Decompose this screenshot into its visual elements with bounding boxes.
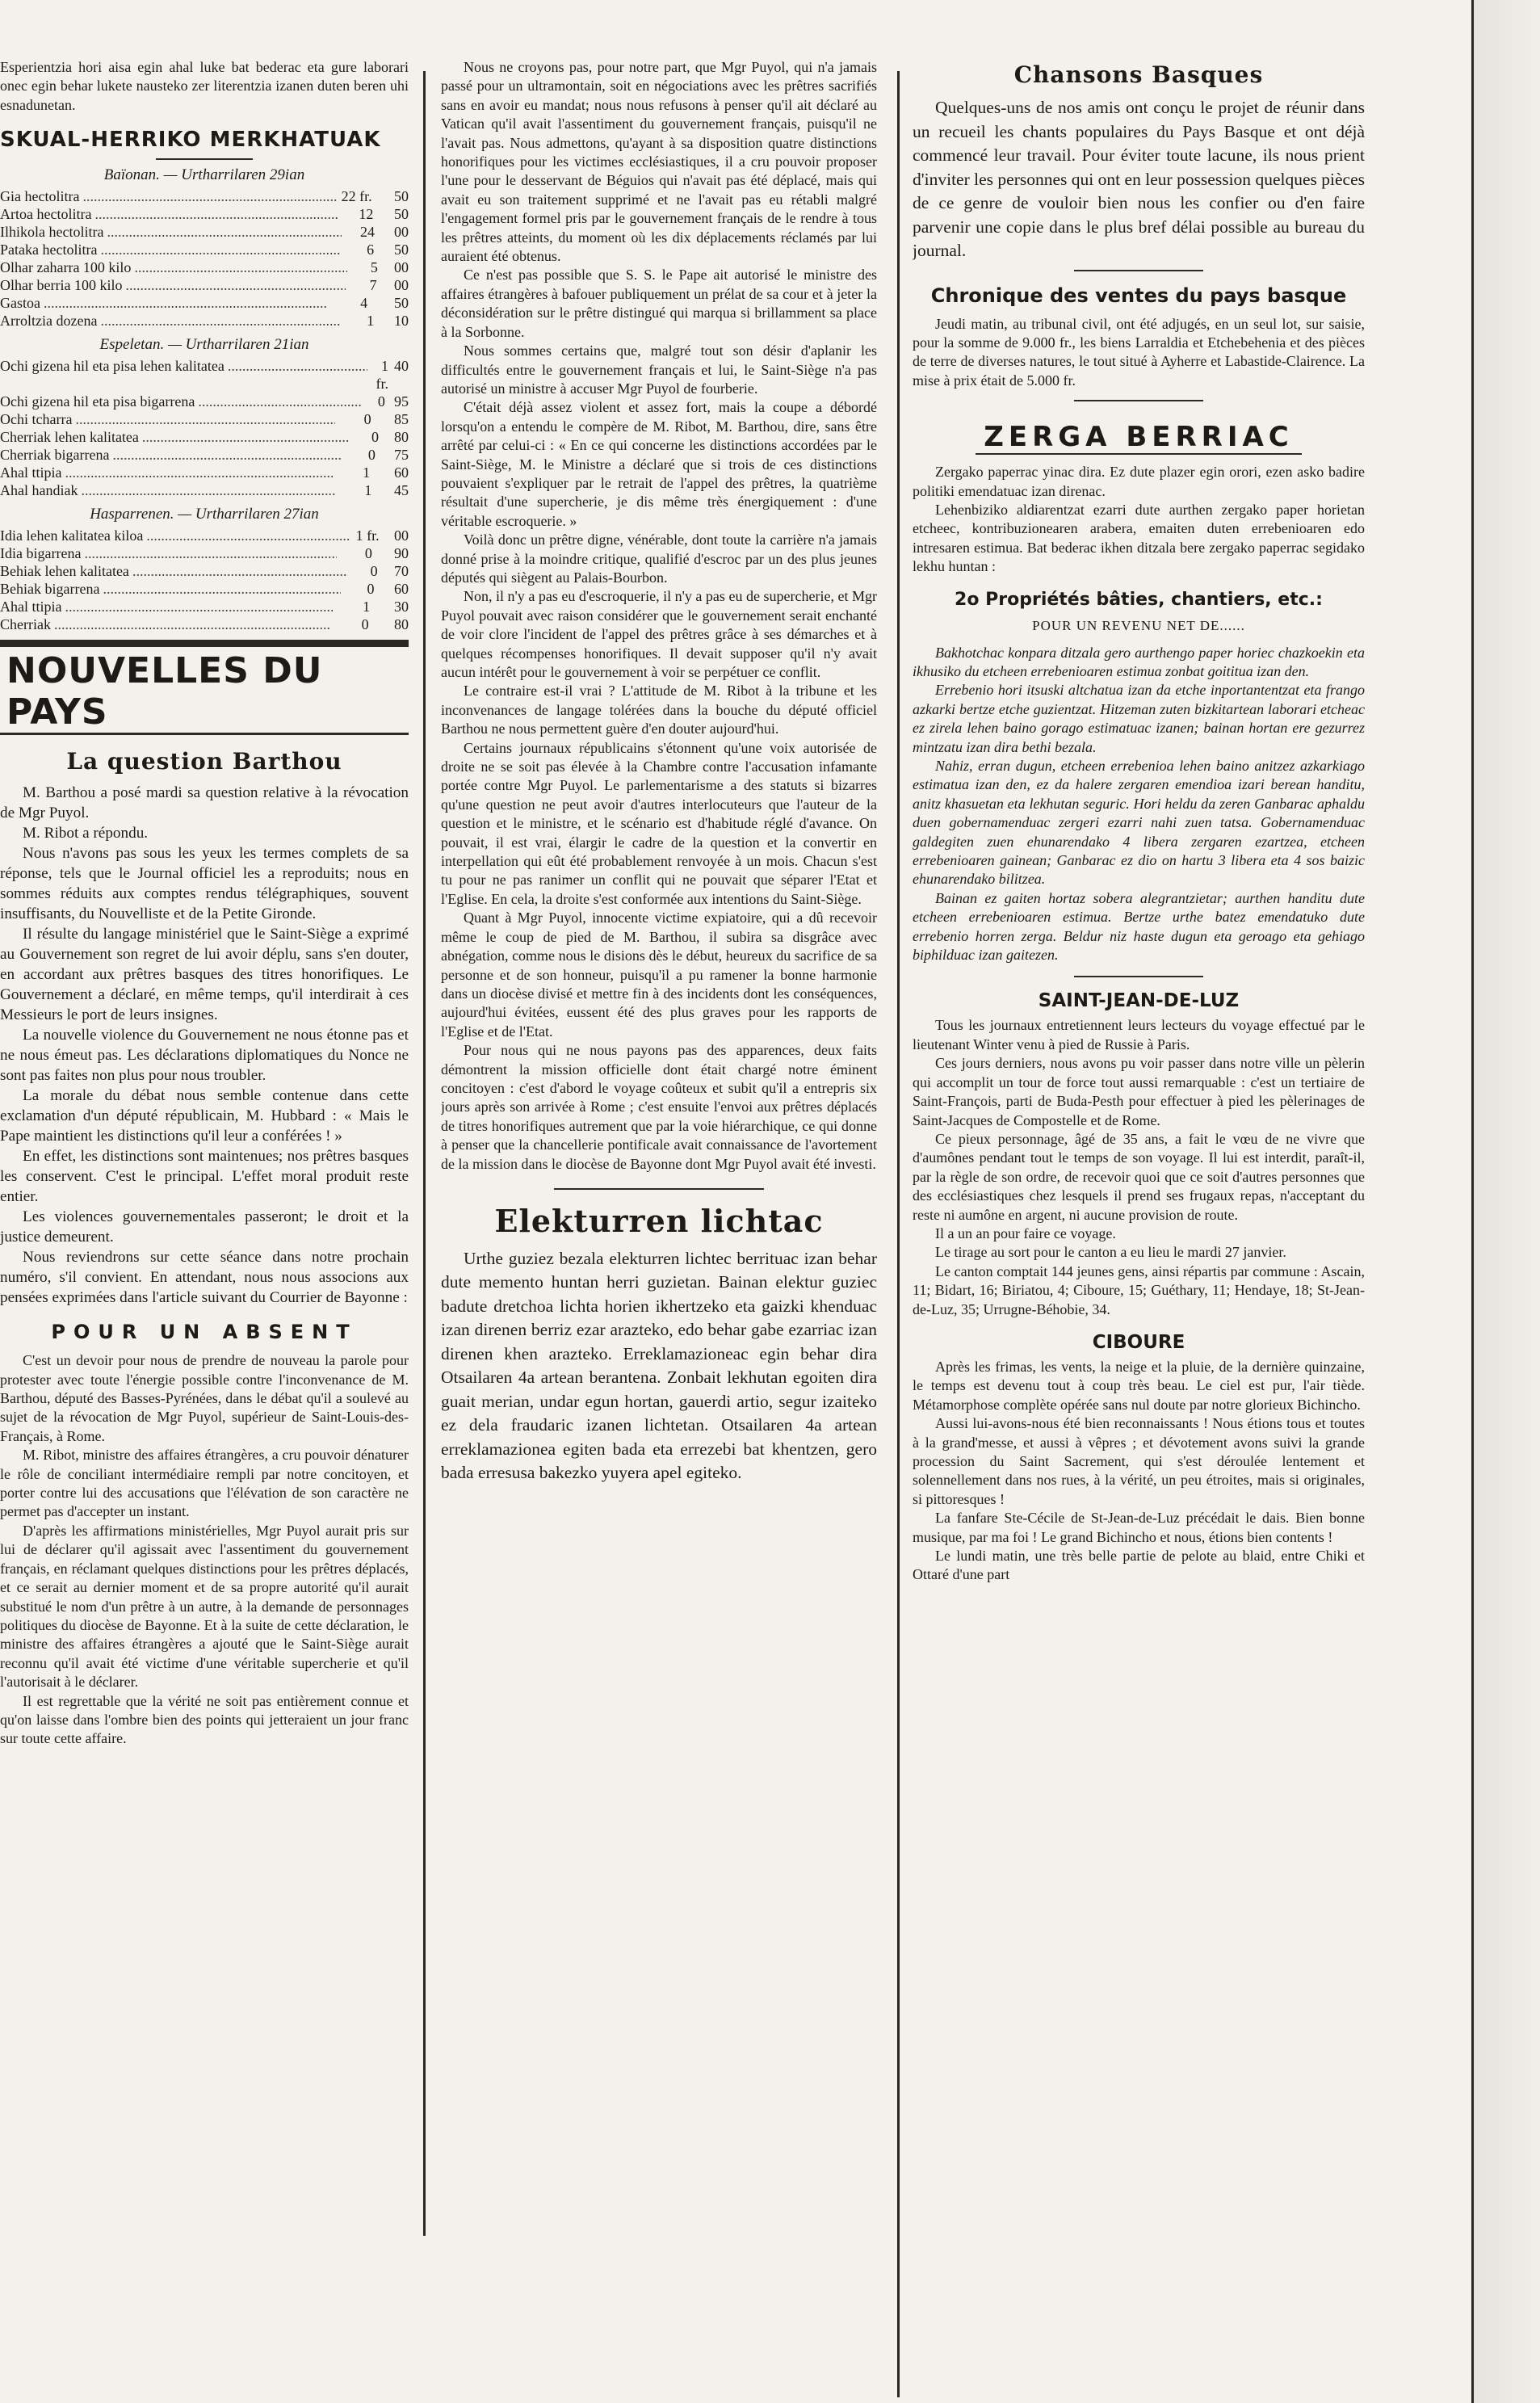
market-price-units: 0: [371, 429, 379, 446]
divider: [554, 1188, 764, 1190]
market-item-label: Cherriak bigarrena: [0, 447, 110, 464]
market-price-cents: 45: [394, 482, 409, 499]
market-item-label: Olhar berria 100 kilo: [0, 277, 123, 294]
paragraph: Il a un an pour faire ce voyage.: [935, 1225, 1116, 1241]
market-price-cents: 90: [394, 545, 409, 562]
paragraph: Nous sommes certains que, malgré tout son désir d'aplanir les difficultés entre le gouvernement français et lui, le Saint-Siège n'a pas autorisé un ministre à accuser Mgr Puyol de fourberie.: [441, 342, 877, 397]
market-price-cents: 80: [394, 616, 409, 633]
market-price-units: 0: [361, 616, 369, 633]
paragraph: Le canton comptait 144 jeunes gens, ainsi répartis par commune : Ascain, 11; Bidart, 16; Biriatou, 4; Ciboure, 15; Guéthary, 11; Hendaye, 18; St-Jean-de-Luz, 35; Urrugne-Béhobie, 34.: [913, 1262, 1365, 1317]
zerga-article: [913, 463, 1365, 576]
market-price-units: 12: [359, 206, 374, 223]
market-row: [0, 410, 409, 428]
market-item-label: Artoa hectolitra: [0, 206, 92, 223]
paragraph: Pour nous qui ne nous payons pas des apparences, deux faits démontrent la mission officielle dont était chargé notre éminent concitoyen : c'est d'abord le voyage coûteux et subit qu'il a entrepris six jours après son arrivée à Rome ; c'est ensuite l'envoi aux prêtres déplacés de titres honorifiques autrement que par la voie hiérarchique, ce qui donne à penser que la chancellerie pontificale avait connaissance de l'avortement de la mission dans le diocèse de Bayonne dont Mgr Puyol avait été investi.: [441, 1042, 877, 1172]
paragraph: Errebenio hori itsuski altchatua izan da etche inportantentzat eta frango azkarki bertze etche guzientzat. Hitzeman zuten bizkitartean laborari etcheac ez zirela lehen baino gorago estimatuac izanen; bainan hortan ere gezurrez mintzatu izan dira bethi bezala.: [913, 682, 1365, 755]
market-price-units: 1: [364, 482, 372, 499]
market-item-label: Ahal handiak: [0, 482, 78, 499]
market-title: SKUAL-HERRIKO MERKHATUAK: [0, 128, 381, 153]
column-rule-1: [423, 71, 426, 2236]
market-price-units: 0: [370, 563, 378, 580]
market-price-units: 6: [367, 242, 375, 258]
chronique-title: Chronique des ventes du pays basque: [930, 284, 1347, 307]
market-price-cents: 00: [393, 224, 409, 241]
barthou-article: [0, 783, 409, 1308]
market-row: [0, 241, 409, 258]
market-row: [0, 294, 409, 312]
paragraph: Ce n'est pas possible que S. S. le Pape ait autorisé le ministre des affaires étrangères à bafouer publiquement un prélat de sa cour et à jeter la déconsidération sur le prêtre distingué qui marqua si brillamment sa place à la Sorbonne.: [441, 267, 877, 340]
paragraph: Bakhotchac konpara ditzala gero aurthengo paper horiec chazkoekin eta ikhusiko du etcheen errebenioaren estimua zonbat goititua izan den.: [913, 644, 1365, 679]
paragraph: La fanfare Ste-Cécile de St-Jean-de-Luz précédait le dais. Bien bonne musique, par ma foi ! Le grand Bichincho et nous, étions bien contents !: [913, 1510, 1365, 1545]
paragraph: Il est regrettable que la vérité ne soit pas entièrement connue et qu'on laisse dans l'ombre bien des points qui jetteraient un jour franc sur toute cette affaire.: [0, 1692, 409, 1747]
market-price-cents: 30: [394, 599, 409, 615]
leader-dots: [100, 312, 340, 330]
paragraph: Il résulte du langage ministériel que le Saint-Siège a exprimé au Gouvernement son regret de lui avoir déplu, sans s'en douter, en accordant aux prêtres basques des titres honorifiques. Le Gouvernement a déclaré, en même temps, qu'il interdirait à ces Messieurs le port de leurs insignes.: [0, 926, 409, 1024]
market-row: [0, 258, 409, 276]
elekturren-text: Urthe guziez bezala elekturren lichtec berrituac izan behar dute memento huntan herri guzietan. Bainan elektur guziec badute dretchoa lichta horien ikhertzeko eta gaizki khenduac izan direnen berriz ezar arazteko, edo behar gabe ezarriac izan direnen khen arazteko. Erreklamazioneac egin behar dira Otsailaren 4a artean berantena. Zonbait lekhutan egoiten dira guait merian, undar egun hortan, gauerdi artio, segur izaiteko ez dela fraudaric izanen lichtetan. Otsailaren 4a artean erreklamazionea egiten bada eta errezebi bat khentzen, gero bada erresusa bakezko yuyera apel egiteko.: [441, 1248, 877, 1483]
market-price-units: 1: [363, 464, 371, 481]
absent-article: [0, 1351, 409, 1749]
market-item-label: Ochi gizena hil eta pisa bigarrena: [0, 393, 195, 410]
paragraph: Ce pieux personnage, âgé de 35 ans, a fait le vœu de ne vivre que d'aumônes pendant tout le temps de son voyage. Il lui est interdit, paraît-il, par la règle de son ordre, de recevoir quoi que ce soit d'autres personnes que des ecclésiastiques chez lesquels il prend ses frugaux repas, n'acceptant du reste ni aumône en argent, ni aucune provision de route.: [913, 1130, 1365, 1223]
market-price-cents: 10: [394, 313, 409, 330]
leader-dots: [65, 598, 332, 615]
column-3: [913, 58, 1365, 1585]
market-item-label: Ochi tcharra: [0, 411, 73, 428]
divider: [1074, 976, 1203, 977]
leader-dots: [198, 393, 361, 410]
market-row: [0, 481, 409, 499]
leader-dots: [112, 446, 342, 464]
market-price-cents: 85: [394, 411, 409, 428]
market-price-units: 24: [360, 224, 376, 241]
market-price-units: 0: [367, 447, 376, 464]
market-item-label: Olhar zaharra 100 kilo: [0, 259, 132, 276]
divider: [156, 158, 253, 160]
market-price-units: 1: [367, 313, 375, 330]
market-item-label: Gia hectolitra: [0, 188, 80, 205]
paragraph: Nous reviendrons sur cette séance dans notre prochain numéro, s'il convient. En attendant, nous nous associons aux pensées exprimées dans l'article suivant du Courrier de Bayonne :: [0, 1249, 409, 1307]
hasparren-market-head: Hasparrenen. — Urtharrilaren 27ian: [90, 506, 319, 523]
leader-dots: [125, 276, 345, 294]
paragraph: Le tirage au sort pour le canton a eu lieu le mardi 27 janvier.: [935, 1244, 1286, 1261]
market-row: [0, 598, 409, 615]
market-item-label: Cherriak lehen kalitatea: [0, 429, 139, 446]
divider: [1074, 270, 1203, 271]
column-rule-2: [897, 71, 900, 2397]
market-price-units: 0: [377, 393, 385, 410]
leader-dots: [54, 615, 330, 633]
market-item-label: Behiak lehen kalitatea: [0, 563, 129, 580]
paragraph: Les violences gouvernementales passeront; le droit et la justice demeurent.: [0, 1208, 409, 1246]
paragraph: Zergako paperrac yinac dira. Ez dute plazer egin orori, ezen asko badire politiki emendatuac izan direnac.: [913, 464, 1365, 499]
leader-dots: [75, 410, 334, 428]
ciboure-title: CIBOURE: [1092, 1331, 1185, 1353]
leader-dots: [84, 544, 336, 562]
market-price-units: 22 fr.: [341, 188, 372, 205]
market-item-label: Pataka hectolitra: [0, 242, 98, 258]
market-row: [0, 312, 409, 330]
market-row: [0, 223, 409, 241]
leader-dots: [132, 562, 347, 580]
leader-dots: [65, 464, 332, 481]
paragraph: La nouvelle violence du Gouvernement ne nous étonne pas et ne nous émeut pas. Les déclarations diplomatiques du Nonce ne sont pas faites non plus pour nous troubler.: [0, 1027, 409, 1085]
divider: [1074, 400, 1203, 401]
intro-paragraph: Esperientzia hori aisa egin ahal luke bat bederac eta gure laborari onec egin behar lukete nausteko zer literentzia izanen duten beren uhi esnadunetan.: [0, 59, 409, 113]
market-item-label: Cherriak: [0, 616, 51, 633]
leader-dots: [107, 223, 341, 241]
stjean-article: [913, 1016, 1365, 1319]
market-row: [0, 357, 409, 393]
paragraph: D'après les affirmations ministérielles, Mgr Puyol aurait pris sur lui de déclarer qu'il agissait avec l'assentiment du gouvernement français, en réclamant quelques distinctions pour les prêtres déplacés, et ce serait au dernier moment et de sa propre autorité qu'il aurait substitué le nom d'un prêtre à un autre, à la demande de personnages politiques du diocèse de Bayonne. Et à la suite de cette déclaration, le ministre des affaires étrangères a ajouté que le Saint-Siège aurait reconnu qu'il avait été victime d'une véritable supercherie et qu'il l'autorisait à le déclarer.: [0, 1522, 409, 1691]
market-price-units: 0: [364, 545, 372, 562]
leader-dots: [103, 580, 340, 598]
page-edge: [1471, 0, 1540, 2403]
market-price-units: 1 fr.: [376, 358, 389, 393]
bayonne-market-table: [0, 187, 409, 330]
market-price-cents: 50: [394, 242, 409, 258]
market-row: [0, 205, 409, 223]
proprietes-title: 2o Propriétés bâties, chantiers, etc.:: [955, 589, 1323, 610]
market-row: [0, 615, 409, 633]
market-price-cents: 50: [394, 188, 409, 205]
column-2: [441, 58, 877, 1485]
stjean-title: SAINT-JEAN-DE-LUZ: [1038, 990, 1240, 1012]
paragraph: Nous ne croyons pas, pour notre part, que Mgr Puyol, qui n'a jamais passé pour un ultramontain, soit en négociations avec les prêtres sacrifiés sans en avoir eu mandat; nous nous refusons à penser qu'il ait déclaré au Vatican qu'il avait l'assentiment du gouvernement français, puisqu'il ne l'avait pas. Nous admettons, qu'ayant à sa disposition quatre distinctions honorifiques pour les victimes ecclésiastiques, il a cru pouvoir proposer l'une pour le desservant de Béguios qui n'avait pas été déplacé, mais qui avait eu son traitement supprimé et ne l'avait pas eu rétabli malgré l'engagement formel pris par le gouvernement français de le rendre à tous les prêtres atteints, du moment où les dix déplacements réclamés par lui auraient été obtenus.: [441, 59, 877, 265]
market-item-label: Ahal ttipia: [0, 464, 62, 481]
market-price-cents: 50: [394, 295, 409, 312]
market-price-units: 1 fr.: [355, 527, 380, 544]
news-banner: NOUVELLES DU PAYS: [0, 640, 409, 735]
market-row: [0, 464, 409, 481]
paragraph: M. Ribot a répondu.: [23, 825, 149, 842]
leader-dots: [142, 428, 349, 446]
paragraph: Certains journaux républicains s'étonnent qu'une voix autorisée de droite ne se soit pas élevée à la Chambre contre l'accusation infamante portée contre Mgr Puyol. Le parlementarisme a des statuts si bizarres qu'une question ne peut avoir d'autres interlocuteurs que l'auteur de la question et le ministre, et le scénario est d'habitude réglé d'avance. On pouvait, il est vrai, élargir le cadre de la question et la convertir en interpellation qui eût été probablement renvoyée à un mois. Chacun s'est tu pour ne pas ranimer un conflit qui ne pouvait que séparer l'Etat et l'Eglise. En cela, la droite s'est conformée aux intentions du Saint-Siège.: [441, 739, 877, 907]
market-row: [0, 393, 409, 410]
market-price-cents: 70: [393, 563, 409, 580]
paragraph: La morale du débat nous semble contenue dans cette exclamation d'un député républicain, M. Hubbard : « Mais le Pape maintient les distinctions qu'il leur a conférées ! »: [0, 1087, 409, 1145]
market-price-cents: 60: [394, 581, 409, 598]
paragraph: Le lundi matin, une très belle partie de pelote au blaid, entre Chiki et Ottaré d'une part: [913, 1548, 1365, 1583]
paragraph: Aussi lui-avons-nous été bien reconnaissants ! Nous étions tous et toutes à la grand'messe, et aussi à vêpres ; et dévotement avons suivi la grande procession du Saint Sacrement, qui s'est déroulée lentement et solennellement dans nos rues, à la vérité, un peu étroites, mais si originales, si pittoresques !: [913, 1415, 1365, 1507]
paragraph: M. Ribot, ministre des affaires étrangères, a cru pouvoir dénaturer le rôle de conciliant intermédiaire rempli par notre concitoyen, et porter contre lui des accusations que l'élévation de son caractère ne permet pas d'accepter un instant.: [0, 1447, 409, 1520]
market-item-label: Gastoa: [0, 295, 40, 312]
zerga-title: ZERGA BERRIAC: [976, 421, 1302, 455]
market-price-units: 0: [367, 581, 375, 598]
market-price-units: 1: [363, 599, 371, 615]
paragraph: Voilà donc un prêtre digne, vénérable, dont toute la carrière n'a jamais donné prise à la moindre critique, qualifié d'escroc par un des plus jeunes députés qui siègent au Palais-Bourbon.: [441, 531, 877, 586]
market-price-units: 0: [363, 411, 371, 428]
market-row: [0, 580, 409, 598]
market-item-label: Ochi gizena hil eta pisa lehen kalitatea: [0, 358, 224, 375]
leader-dots: [134, 258, 347, 276]
market-item-label: Idia bigarrena: [0, 545, 82, 562]
market-item-label: Idia lehen kalitatea kiloa: [0, 527, 144, 544]
paragraph: Le contraire est-il vrai ? L'attitude de M. Ribot à la tribune et les inconvenances de langage tolérées dans la bouche du député officiel Barthou ne nous permettent guère d'en douter aujourd'hui.: [441, 683, 877, 737]
paragraph: Nahiz, erran dugun, etcheen errebenioa lehen baino anitzez azkarkiago estimatua izan den, ez da halere zergaren emendioa izari berean handitu, anitz khasuetan eta lekhutan seguric. Hori heldu da zeren Ganbarac aphaldu duen gobernamenduac zergeri ezarri nahi zuen tatsa. Gobernamenduac galdegiten zuen ehunarendako 4 libera zergaren ezartzea, etcheen errebenioaren gainean; Ganbarac ez dio on hartu 3 libera eta 4 sos baizic ehunarendako bilitzea.: [913, 758, 1365, 888]
column-1: [0, 58, 409, 1749]
market-row: [0, 276, 409, 294]
market-row: [0, 527, 409, 544]
paragraph: Non, il n'y a pas eu d'escroquerie, il n'y a pas eu de supercherie, et Mgr Puyol pouvait avec raison considérer que le gouvernement serait enchanté de voir clore l'incident de l'appel des prêtres grâce à ses démarches et à quelques récompenses honorifiques. Il devait supposer qu'il n'y avait aucun intérêt pour le gouvernement à voir se perpétuer ce conflit.: [441, 588, 877, 680]
paragraph: Nous n'avons pas sous les yeux les termes complets de sa réponse, tels que le Journal officiel les a reproduits; nous en sommes réduits aux comptes rendus télégraphiques, souvent insuffisants, du Nouvelliste et de la Petite Gironde.: [0, 845, 409, 923]
leader-dots: [44, 294, 328, 312]
bayonne-market-head: Baïonan. — Urtharrilaren 29ian: [103, 166, 305, 184]
espelette-market-table: [0, 357, 409, 499]
paragraph: C'est un devoir pour nous de prendre de nouveau la parole pour protester avec toute l'énergie possible contre l'inconvenance de M. Barthou, député des Basses-Pyrénées, dans le débat qu'il a soulevé au sujet de la révocation de Mgr Puyol, supérieur de Saint-Louis-des-Français, à Rome.: [0, 1352, 409, 1444]
paragraph: Lehenbiziko aldiarentzat ezarri dute aurthen zergako paper horietan etcheec, kontribuzionearen arabera, emaiten duten errebenioaren edo intresaren estimua. Bat bederac ikhen ditzala bere zergako paperrac segidako lekhu huntan :: [913, 501, 1365, 575]
elekturren-title: Elekturren lichtac: [494, 1202, 824, 1239]
leader-dots: [94, 205, 338, 223]
market-price-units: 4: [360, 295, 368, 312]
market-price-cents: 50: [394, 206, 409, 223]
leader-dots: [146, 527, 350, 544]
market-item-label: Arroltzia dozena: [0, 313, 98, 330]
market-price-cents: 60: [394, 464, 409, 481]
market-price-cents: 00: [394, 259, 409, 276]
leader-dots: [100, 241, 340, 258]
market-row: [0, 428, 409, 446]
market-price-cents: 80: [394, 429, 409, 446]
market-price-units: 7: [369, 277, 377, 294]
market-item-label: Behiak bigarrena: [0, 581, 100, 598]
chansons-title: Chansons Basques: [1013, 61, 1264, 88]
market-price-cents: 00: [394, 277, 409, 294]
paragraph: C'était déjà assez violent et assez fort, mais la coupe a débordé lorsqu'on a entendu le compère de M. Ribot, M. Barthou, dire, sans être arrêté par celui-ci : « En ce qui concerne les distinctions accordées par le Saint-Siège, M. le Ministre a déclaré que si trois de ces distinctions pouvaient s'expliquer par le retrait de l'appel des prêtres, la quatrième résultait d'une supercherie, je dis même très énergiquement : d'une véritable escroquerie. »: [441, 399, 877, 529]
market-row: [0, 187, 409, 205]
absent-title: POUR UN ABSENT: [51, 1321, 358, 1344]
puyol-article: [441, 58, 877, 1174]
market-price-cents: 95: [394, 393, 409, 410]
market-item-label: Ilhikola hectolitra: [0, 224, 104, 241]
paragraph: Bainan ez gaiten hortaz sobera alegrantzietar; aurthen handitu dute etcheen errebenioaren estimua. Bertze urthe batez emendatuko dute errebenio horren zerga. Beldur niz haste dugun eta geroago eta gehiago biphilduac izan gaitezen.: [913, 889, 1365, 964]
barthou-title: La question Barthou: [66, 748, 342, 775]
chronique-text: Jeudi matin, au tribunal civil, ont été adjugés, en un seul lot, sur saisie, pour la somme de 9.000 fr., les biens Larraldia et Etchebehenia et des pièces de terre de diverses natures, le tout situé à Ayherre et Labastide-Clairence. La mise à prix était de 5.000 fr.: [913, 315, 1365, 389]
paragraph: Tous les journaux entretiennent leurs lecteurs du voyage effectué par le lieutenant Winter venu à pied de Russie à Paris.: [913, 1017, 1365, 1052]
market-price-cents: 00: [394, 527, 409, 544]
leader-dots: [81, 481, 336, 499]
market-row: [0, 446, 409, 464]
hasparren-market-table: [0, 527, 409, 633]
proprietes-subtitle: POUR UN REVENU NET DE......: [1032, 617, 1245, 633]
paragraph: M. Barthou a posé mardi sa question relative à la révocation de Mgr Puyol.: [0, 784, 409, 822]
espelette-market-head: Espeletan. — Urtharrilaren 21ian: [99, 336, 309, 354]
paragraph: En effet, les distinctions sont maintenues; nos prêtres basques les conservent. C'est le principal. L'effet moral produit reste entier.: [0, 1148, 409, 1206]
paragraph: Après les frimas, les vents, la neige et la pluie, de la dernière quinzaine, le temps est devenu tout à coup très beau. Le ciel est pur, l'air tiède. Métamorphose complète opérée sans nul doute par notre glorieux Bichincho.: [913, 1358, 1365, 1413]
paragraph: Ces jours derniers, nous avons pu voir passer dans notre ville un pèlerin qui accomplit un tour de force tout aussi remarquable : c'est un tertiaire de Saint-François, parti de Buda-Pesth pour effectuer à pied les pèlerinages de Saint-Jacques de Compostelle et de Rome.: [913, 1055, 1365, 1128]
market-row: [0, 562, 409, 580]
market-price-cents: 40: [394, 358, 409, 375]
market-price-cents: 75: [394, 447, 409, 464]
market-price-units: 5: [370, 259, 378, 276]
paragraph: Quant à Mgr Puyol, innocente victime expiatoire, qui a dû recevoir même le coup de pied de M. Barthou, il subira sa disgrâce avec abnégation, comme nous le disions dès le début, heureux du sacrifice de sa personne et de son honneur, puisqu'il a pu ramener la bonne harmonie dans un diocèse divisé et mettre fin à des incidents dont les conséquences, aujourd'hui évitées, eussent été des plus graves pour les rapports de l'Eglise et de l'Etat.: [441, 910, 877, 1040]
ciboure-article: [913, 1358, 1365, 1585]
leader-dots: [228, 357, 367, 375]
proprietes-article: [913, 644, 1365, 965]
market-row: [0, 544, 409, 562]
market-item-label: Ahal ttipia: [0, 599, 62, 615]
chansons-text: Quelques-uns de nos amis ont conçu le projet de réunir dans un recueil les chants populaires du Pays Basque et ont déjà commencé leur travail. Pour éviter toute lacune, ils nous prient d'inviter les personnes qui ont en leur possession quelques pièces de ce genre de vouloir bien nous les confier ou d'en faire parvenir une copie dans le plus bref délai possible au bureau du journal.: [913, 98, 1365, 260]
leader-dots: [82, 187, 336, 205]
